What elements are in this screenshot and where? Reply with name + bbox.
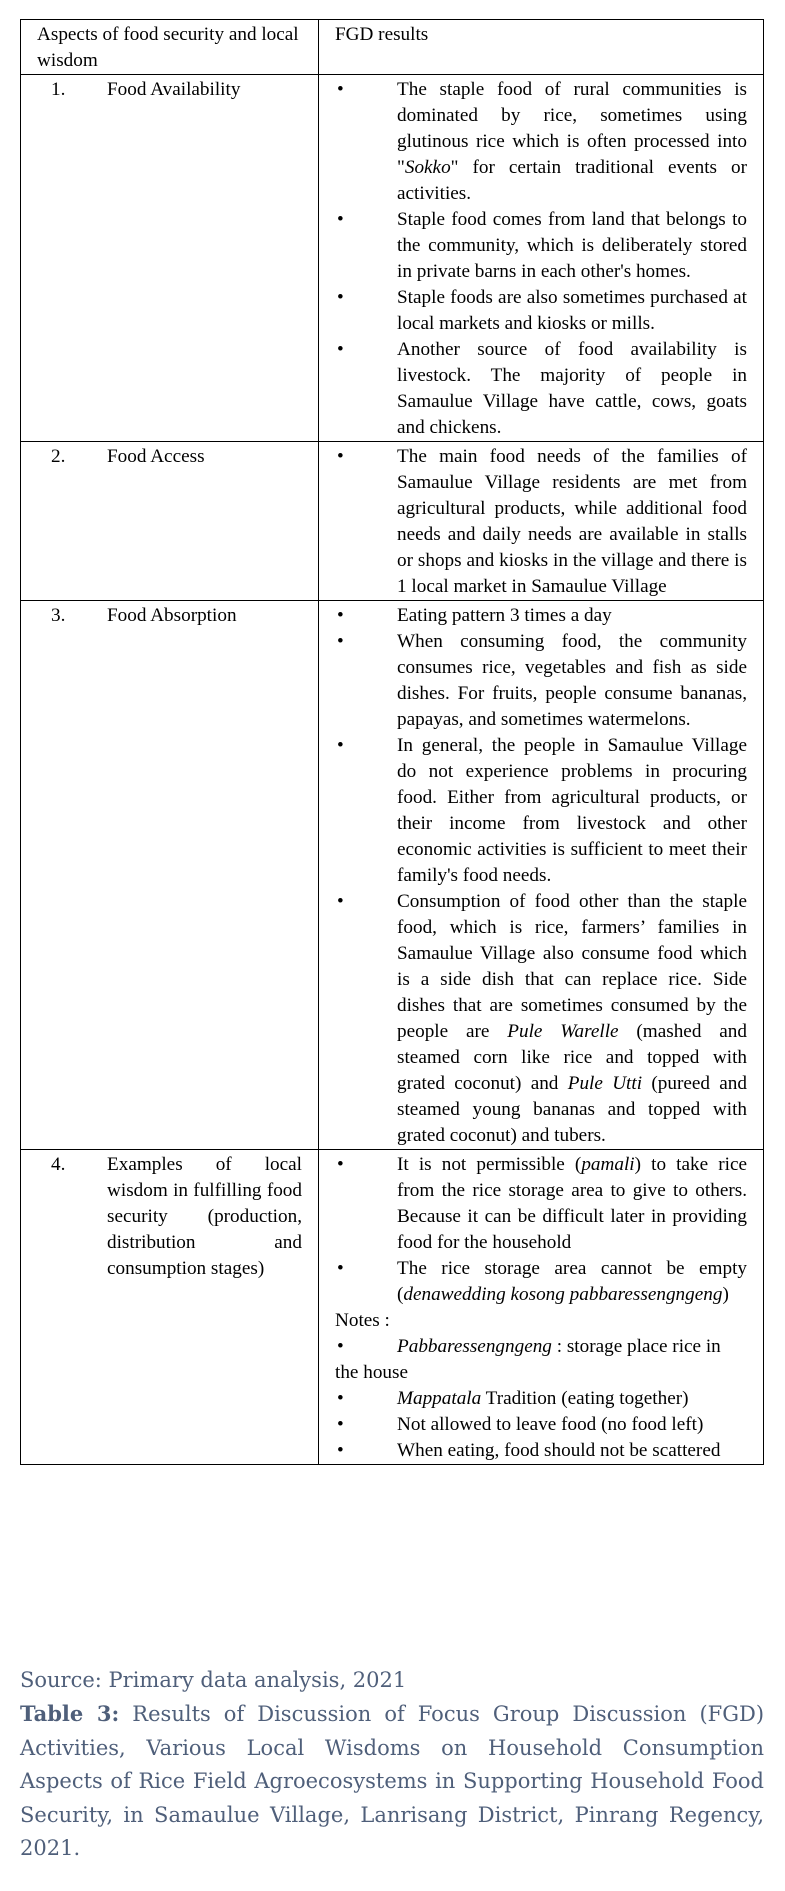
aspect-name: Food Availability [107,79,241,100]
aspect-name: Food Access [107,446,205,467]
results-cell [319,601,764,1150]
caption-label: Table 3: [20,1701,120,1726]
list-item: • Another source of food availability is livestock. The majority of people in Samaulue Village have cattle, cows, goats and chickens. [335,337,747,441]
aspect-cell [21,442,319,601]
table-row [21,442,764,601]
table-row [21,1150,764,1465]
term-pule-utti: Pule Utti [567,1073,643,1094]
table-caption [20,1697,764,1866]
note-item: • Not allowed to leave food (no food left) [335,1412,747,1438]
results-cell [319,1150,764,1465]
row-number: 2. [51,446,66,467]
list-item: • It is not permissible (pamali) to take rice from the rice storage area to give to others. Because it can be difficult later in providing food for the household [335,1152,747,1256]
caption-text: Results of Discussion of Focus Group Discussion (FGD) Activities, Various Local Wisdoms on Household Consumption Aspects of Rice Field Agroecosystems in Supporting Household Food Security, in Samaulue Village, Lanrisang District, Pinrang Regency, 2021. [20,1702,765,1860]
term-mappatala: Mappatala [397,1388,482,1409]
aspect-cell [21,1150,319,1465]
header-fgd-results: FGD results [319,20,764,75]
aspect-cell [21,75,319,442]
table-header-row [21,20,764,75]
table-container [20,19,764,1465]
list-item: • The staple food of rural communities is dominated by rice, sometimes using glutinous rice which is often processed into "Sokko" for certain traditional events or activities. [335,77,747,207]
list-item: • Consumption of food other than the staple food, which is rice, farmers’ families in Samaulue Village also consume food which is a side dish that can replace rice. Side dishes that are sometimes consumed by the people are Pule Warelle (mashed and steamed corn like rice and topped with grated coconut) and Pule Utti (pureed and steamed young bananas and topped with grated coconut) and tubers. [335,889,747,1149]
term-pule-warelle: Pule Warelle [507,1021,619,1042]
fgd-results-table [20,19,764,1465]
row-number: 1. [51,79,66,100]
list-item: • When consuming food, the community consumes rice, vegetables and fish as side dishes. For fruits, people consume bananas, papayas, and sometimes watermelons. [335,629,747,733]
results-cell [319,75,764,442]
term-sokko: Sokko [404,157,451,178]
row-number: 3. [51,605,66,626]
aspect-name: Food Absorption [107,605,237,626]
term-pamali: pamali [581,1154,635,1175]
table-row [21,75,764,442]
aspect-name: Examples of local wisdom in fulfilling food security (production, distribution and consumption stages) [107,1154,302,1279]
list-item: • The rice storage area cannot be empty (denawedding kosong pabbaressengngeng) [335,1256,747,1308]
term-denawedding: denawedding kosong pabbaressengngeng [403,1284,723,1305]
results-cell [319,442,764,601]
note-item: • When eating, food should not be scattered [335,1438,747,1464]
source-note: Source: Primary data analysis, 2021 [20,1668,407,1692]
list-item: • Eating pattern 3 times a day [335,603,747,629]
list-item: • The main food needs of the families of Samaulue Village residents are met from agricultural products, while additional food needs and daily needs are available in stalls or shops and kiosks in the village and there is 1 local market in Samaulue Village [335,444,747,600]
note-item: • Pabbaressengngeng : storage place rice in the house [335,1334,747,1386]
note-item: • Mappatala Tradition (eating together) [335,1386,747,1412]
list-item: • In general, the people in Samaulue Village do not experience problems in procuring food. Either from agricultural products, or their income from livestock and other economic activities is sufficient to meet their family's food needs. [335,733,747,889]
header-aspects: Aspects of food security and local wisdom [21,20,319,75]
list-item: • Staple food comes from land that belongs to the community, which is deliberately stored in private barns in each other's homes. [335,207,747,285]
list-item: • Staple foods are also sometimes purchased at local markets and kiosks or mills. [335,285,747,337]
notes-label: Notes : [335,1310,390,1331]
table-row [21,601,764,1150]
aspect-cell [21,601,319,1150]
row-number: 4. [51,1154,66,1175]
term-pabbaressengngeng: Pabbaressengngeng [397,1336,552,1357]
